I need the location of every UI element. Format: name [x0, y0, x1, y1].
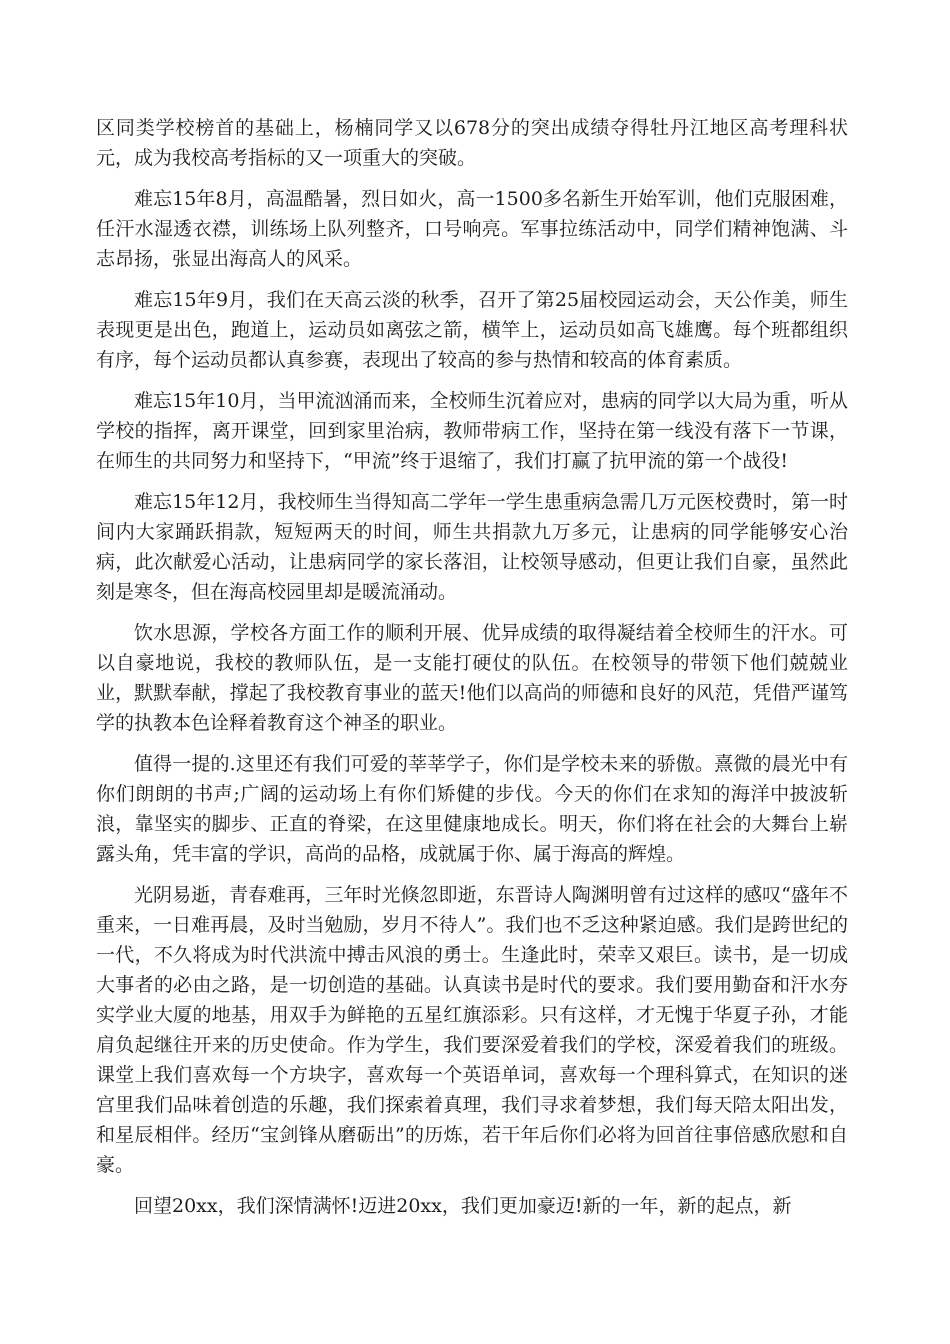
paragraph-4: 难忘15年10月，当甲流汹涌而来，全校师生沉着应对，患病的同学以大局为重，听从学校的指挥，离开课堂，回到家里治病，教师带病工作，坚持在第一线没有落下一节课，在师生的共同努力和坚持下，“甲流”终于退缩了，我们打赢了抗甲流的第一个战役!	[96, 390, 848, 472]
paragraph-5: 难忘15年12月，我校师生当得知高二学年一学生患重病急需几万元医校费时，第一时间内大家踊跃捐款，短短两天的时间，师生共捐款九万多元，让患病的同学能够安心治病，此次献爱心活动，让患病同学的家长落泪，让校领导感动，但更让我们自豪，虽然此刻是寒冬，但在海高校园里却是暖流涌动。	[96, 491, 848, 603]
paragraph-9: 回望20xx，我们深情满怀!迈进20xx，我们更加豪迈!新的一年，新的起点，新	[134, 1195, 792, 1217]
paragraph-7: 值得一提的.这里还有我们可爱的莘莘学子，你们是学校未来的骄傲。熹微的晨光中有你们朗朗的书声;广阔的运动场上有你们矫健的步伐。今天的你们在求知的海洋中披波斩浪，靠坚实的脚步、正直的脊梁，在这里健康地成长。明天，你们将在社会的大舞台上崭露头角，凭丰富的学识，高尚的品格，成就属于你、属于海高的辉煌。	[96, 753, 848, 865]
paragraph-8: 光阴易逝，青春难再，三年时光倏忽即逝，东晋诗人陶渊明曾有过这样的感叹“盛年不重来，一日难再晨，及时当勉励，岁月不待人”。我们也不乏这种紧迫感。我们是跨世纪的一代，不久将成为时代洪流中搏击风浪的勇士。生逢此时，荣幸又艰巨。读书，是一切成大事者的必由之路，是一切创造的基础。认真读书是时代的要求。我们要用勤奋和汗水夯实学业大厦的地基，用双手为鲜艳的五星红旗添彩。只有这样，才无愧于华夏子孙，才能肩负起继往开来的历史使命。作为学生，我们要深爱着我们的学校，深爱着我们的班级。课堂上我们喜欢每一个方块字，喜欢每一个英语单词，喜欢每一个理科算式，在知识的迷宫里我们品味着创造的乐趣，我们探索着真理，我们寻求着梦想，我们每天陪太阳出发，和星辰相伴。经历“宝剑锋从磨砺出”的历炼，若干年后你们必将为回首往事倍感欣慰和自豪。	[96, 884, 848, 1176]
paragraph-3: 难忘15年9月，我们在天高云淡的秋季，召开了第25届校园运动会，天公作美，师生表现更是出色，跑道上，运动员如离弦之箭，横竿上，运动员如高飞雄鹰。每个班都组织有序，每个运动员都认真参赛，表现出了较高的参与热情和较高的体育素质。	[96, 289, 848, 371]
document-body	[96, 113, 848, 1232]
paragraph-2: 难忘15年8月，高温酷暑，烈日如火，高一1500多名新生开始军训，他们克服困难，任汗水湿透衣襟，训练场上队列整齐，口号响亮。军事拉练活动中，同学们精神饱满、斗志昂扬，张显出海高人的风采。	[96, 188, 848, 270]
paragraph-1: 区同类学校榜首的基础上，杨楠同学又以678分的突出成绩夺得牡丹江地区高考理科状元，成为我校高考指标的又一项重大的突破。	[96, 117, 848, 169]
paragraph-6: 饮水思源，学校各方面工作的顺利开展、优异成绩的取得凝结着全校师生的汗水。可以自豪地说，我校的教师队伍，是一支能打硬仗的队伍。在校领导的带领下他们兢兢业业，默默奉献，撑起了我校教育事业的蓝天!他们以高尚的师德和良好的风范，凭借严谨笃学的执教本色诠释着教育这个神圣的职业。	[96, 622, 848, 734]
